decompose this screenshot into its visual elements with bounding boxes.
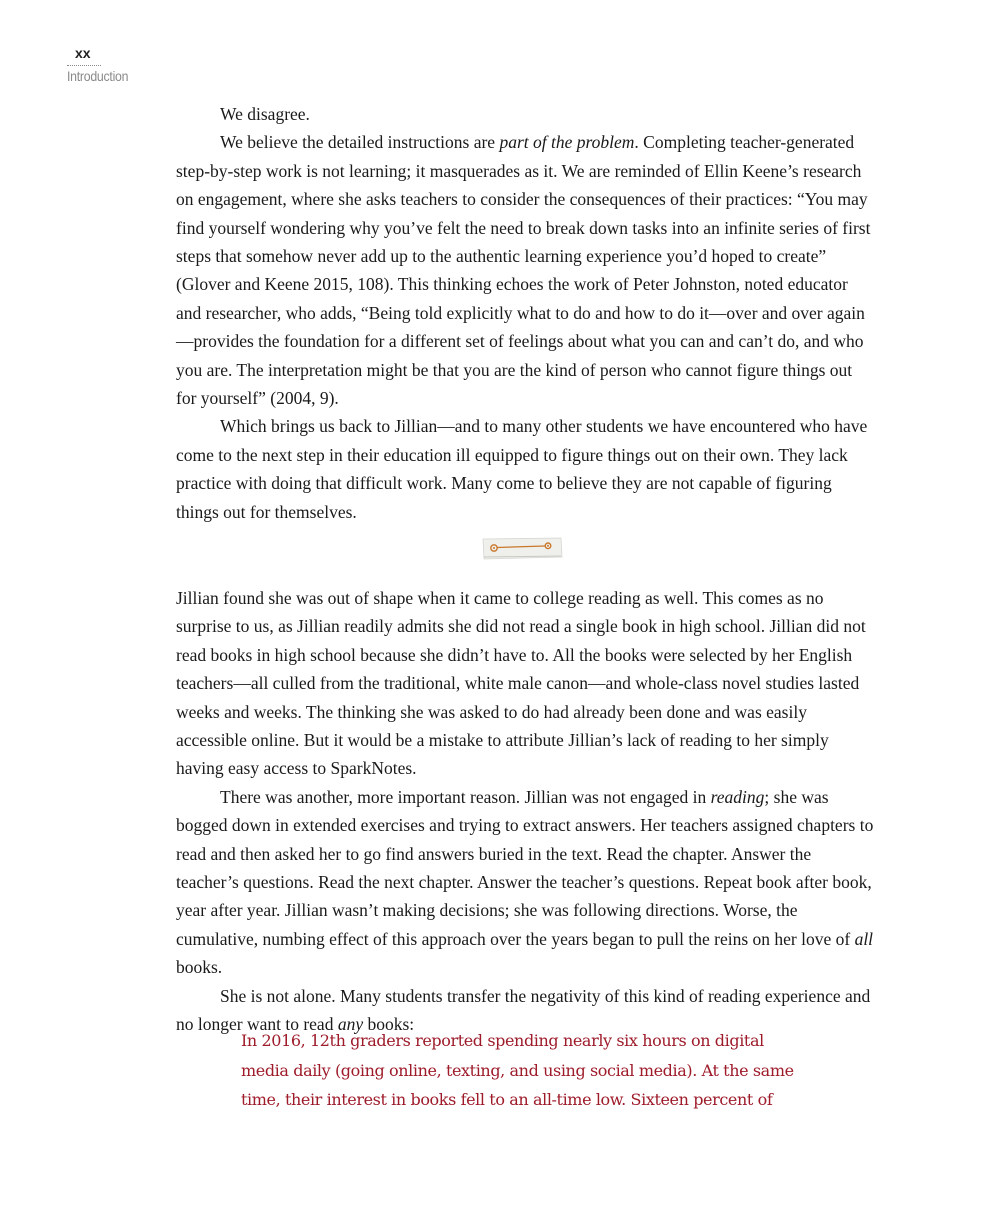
running-header (67, 44, 137, 84)
quote-line: time, their interest in books fell to an all-time low. Sixteen percent of (241, 1090, 773, 1109)
section-title: Introduction (67, 68, 129, 84)
emphasis: any (337, 1014, 364, 1035)
emphasis: all (854, 928, 874, 949)
body-text-top (176, 100, 876, 526)
block-quote (241, 1026, 841, 1115)
paragraph: There was another, more important reason. Jillian was not engaged in reading; she was bogged down in extended exercises and trying to extract answers. Her teachers assigned chapters to read and then asked her to go find answers buried in the text. Read the chapter. Answer the teacher’s questions. Read the next chapter. Answer the teacher’s questions. Repeat book after book, year after year. Jillian wasn’t making decisions; she was following directions. Worse, the cumulative, numbing effect of this approach over the years began to pull the reins on her love of all books. (176, 786, 874, 978)
paragraph: Jillian found she was out of shape when it came to college reading as well. This comes as no surprise to us, as Jillian readily admits she did not read a single book in high school. Jillian did not read books in high school because she didn’t have to. All the books were selected by her English teachers—all culled from the traditional, white male canon—and whole-class novel studies lasted weeks and weeks. The thinking she was asked to do had already been done and was easily accessible online. But it would be a mistake to attribute Jillian’s lack of reading to her simply having easy access to SparkNotes. (176, 588, 866, 779)
section-break-ornament-icon (481, 535, 563, 561)
body-text-bottom (176, 584, 876, 1039)
page-number: xx (75, 45, 91, 61)
paragraph: She is not alone. Many students transfer the negativity of this kind of reading experience and no longer want to read any books: (176, 985, 871, 1035)
paragraph: We disagree. (220, 104, 310, 124)
paragraph: We believe the detailed instructions are part of the problem. Completing teacher-generated step-by-step work is not learning; it masquerades as it. We are reminded of Ellin Keene’s research on engagement, where she asks teachers to consider the consequences of their practices: “You may find yourself wondering why you’ve felt the need to break down tasks into an infinite series of first steps that somehow never add up to the authentic learning experience you’d hoped to create” (Glover and Keene 2015, 108). This thinking echoes the work of Peter Johnston, noted educator and researcher, who adds, “Being told explicitly what to do and how to do it—over and over again—provides the foundation for a different set of feelings about what you can and can’t do, and who you are. The interpretation might be that you are the kind of person who cannot figure things out for yourself” (2004, 9). (176, 132, 871, 409)
quote-line: media daily (going online, texting, and using social media). At the same (241, 1060, 794, 1080)
emphasis: part of the problem (499, 132, 635, 153)
emphasis: reading (710, 786, 765, 807)
paragraph: Which brings us back to Jillian—and to many other students we have encountered who have come to the next step in their education ill equipped to figure things out on their own. They lack practice with doing that difficult work. Many come to believe they are not capable of figuring things out for themselves. (176, 416, 868, 522)
quote-line: In 2016, 12th graders reported spending nearly six hours on digital (241, 1031, 764, 1050)
header-divider (67, 65, 101, 66)
